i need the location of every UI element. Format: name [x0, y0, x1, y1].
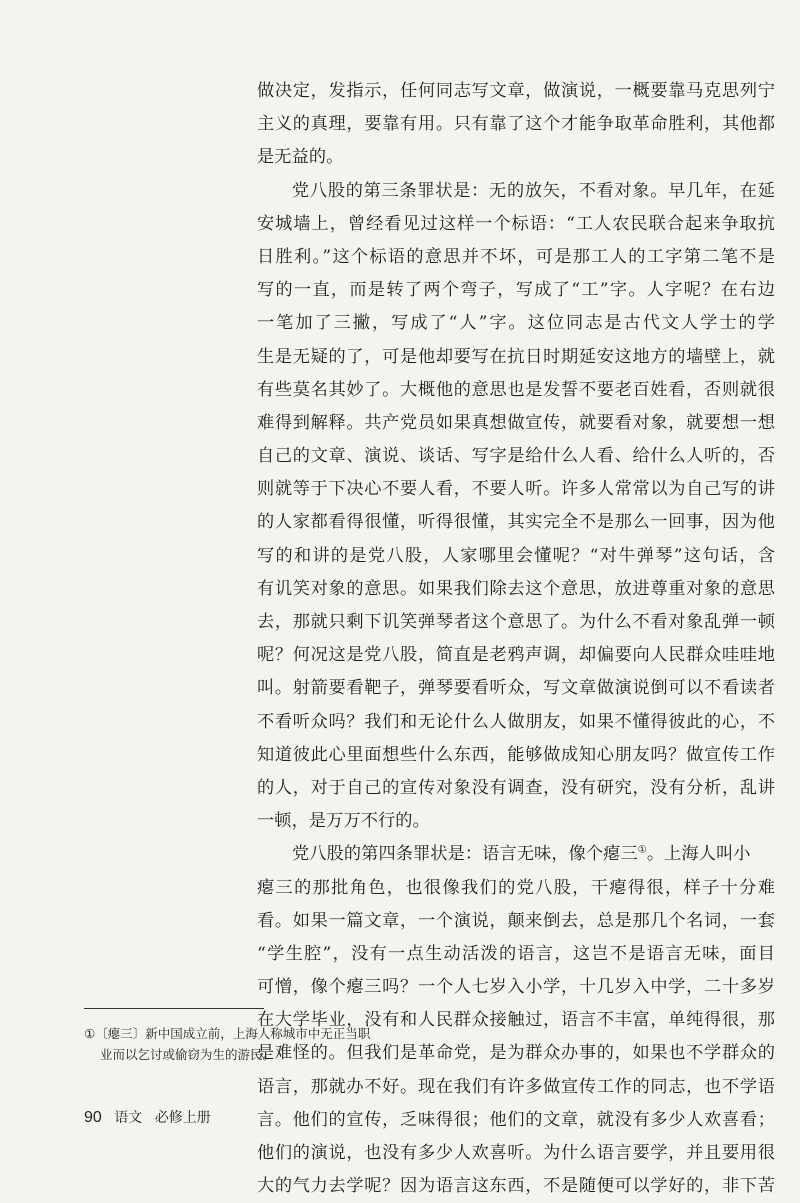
footnote-line: 业而以乞讨或偷窃为生的游民。	[100, 1047, 276, 1062]
text-line: 安城墙上，曾经看见过这样一个标语：“工人农民联合起来争取抗	[257, 213, 775, 234]
text-line: 他们的演说，也没有多少人欢喜听。为什么语言要学，并且要用很	[257, 1143, 775, 1163]
text-line: 有讥笑对象的意思。如果我们除去这个意思，放进尊重对象的意思	[257, 578, 775, 599]
text-line: 叫。射箭要看靶子，弹琴要看听众，写文章做演说倒可以不看读者	[257, 678, 775, 699]
text-line: 是难怪的。但我们是革命党，是为群众办事的，如果也不学群众的	[257, 1043, 775, 1064]
text-line: 去，那就只剩下讥笑弹琴者这个意思了。为什么不看对象乱弹一顿	[257, 612, 775, 632]
text-segment: 。上海人叫小	[646, 844, 751, 865]
text-line: 难得到解释。共产党员如果真想做宣传，就要看对象，就要想一想	[257, 412, 775, 433]
text-line: 言。他们的宣传，乏味得很；他们的文章，就没有多少人欢喜看；	[257, 1109, 775, 1130]
page-footer	[84, 1107, 211, 1127]
text-line: 则就等于下决心不要人看，不要人听。许多人常常以为自己写的讲	[257, 479, 775, 500]
footnote-marker: ①	[637, 844, 647, 856]
text-line: 一笔加了三撇，写成了“⼈”字。这位同志是古代文人学士的学	[257, 313, 775, 334]
text-line: 是无益的。	[257, 147, 344, 168]
text-segment: 党八股的第四条罪状是：语言无味，像个瘪三	[292, 844, 638, 865]
book-volume: 必修上册	[154, 1110, 211, 1126]
text-line: 日胜利。”这个标语的意思并不坏，可是那工人的工字第二笔不是	[257, 246, 775, 267]
text-line: 语言，那就办不好。现在我们有许多做宣传工作的同志，也不学语	[257, 1076, 775, 1097]
text-line: 生是无疑的了，可是他却要写在抗日时期延安这地方的墙壁上，就	[257, 346, 775, 367]
text-line: 的人，对于自己的宣传对象没有调查，没有研究，没有分析，乱讲	[257, 777, 775, 798]
text-line: 在大学毕业，没有和人民群众接触过，语言不丰富，单纯得很，那	[257, 1010, 775, 1031]
text-line: 党八股的第三条罪状是：无的放矢，不看对象。早几年，在延	[292, 180, 775, 201]
text-line: 知道彼此心里面想些什么东西，能够做成知心朋友吗？做宣传工作	[257, 744, 775, 765]
text-line: 呢？何况这是党八股，简直是老鸦声调，却偏要向人民群众哇哇地	[257, 645, 775, 666]
footnote-divider	[84, 1008, 264, 1009]
text-line: “学生腔”，没有一点生动活泼的语言，这岂不是语言无味，面目	[257, 943, 775, 964]
text-line: 不看听众吗？我们和无论什么人做朋友，如果不懂得彼此的心，不	[257, 711, 775, 732]
text-line: 写的一直，而是转了两个弯子，写成了“⼯”字。人字呢？在右边	[257, 280, 775, 301]
text-line: 自己的文章、演说、谈话、写字是给什么人看、给什么人听的，否	[257, 446, 775, 467]
text-line: 做决定，发指示，任何同志写文章，做演说，一概要靠马克思列宁	[257, 81, 775, 101]
text-line: 有些莫名其妙了。大概他的意思也是发誓不要老百姓看，否则就很	[257, 379, 775, 400]
text-line: 可憎，像个瘪三吗？一个人七岁入小学，十几岁入中学，二十多岁	[257, 977, 775, 998]
book-title: 语文	[114, 1110, 143, 1126]
footnote-line: ①〔瘪三〕新中国成立前，上海人称城市中无正当职	[84, 1026, 371, 1041]
text-line-with-footnote	[257, 838, 775, 871]
text-line: 看。如果一篇文章，一个演说，颠来倒去，总是那几个名词，一套	[257, 910, 775, 931]
text-line: 写的和讲的是党八股，人家哪里会懂呢？“对牛弹琴”这句话，含	[257, 545, 775, 566]
text-line: 主义的真理，要靠有用。只有靠了这个才能争取革命胜利，其他都	[257, 114, 775, 135]
text-line: 瘪三的那批角色，也很像我们的党八股，干瘪得很，样子十分难	[257, 877, 775, 898]
text-line: 一顿，是万万不行的。	[257, 811, 430, 832]
text-line: 的人家都看得很懂，听得很懂，其实完全不是那么一回事，因为他	[257, 512, 775, 533]
text-line: 大的气力去学呢？因为语言这东西，不是随便可以学好的，非下苦	[257, 1176, 775, 1197]
footnote	[84, 1023, 424, 1065]
page-number: 90	[84, 1109, 102, 1126]
